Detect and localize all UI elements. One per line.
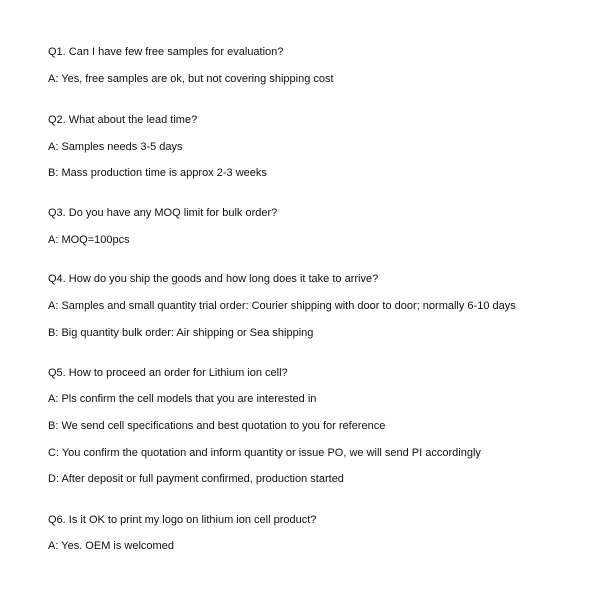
- faq-answer: B: Big quantity bulk order: Air shipping or Sea shipping: [48, 327, 314, 339]
- faq-answer: A: Samples needs 3-5 days: [48, 141, 183, 153]
- faq-answer: D: After deposit or full payment confirmed, production started: [48, 473, 344, 485]
- faq-question: Q5. How to proceed an order for Lithium ion cell?: [48, 367, 288, 379]
- faq-answer: A: MOQ=100pcs: [48, 234, 130, 246]
- faq-answer: A: Pls confirm the cell models that you are interested in: [48, 393, 317, 405]
- faq-answer: B: We send cell specifications and best quotation to you for reference: [48, 420, 386, 432]
- faq-question: Q2. What about the lead time?: [48, 114, 198, 126]
- faq-question: Q6. Is it OK to print my logo on lithium ion cell product?: [48, 514, 317, 526]
- faq-answer: C: You confirm the quotation and inform quantity or issue PO, we will send PI accordingly: [48, 447, 481, 459]
- faq-answer: B: Mass production time is approx 2-3 weeks: [48, 167, 267, 179]
- faq-question: Q3. Do you have any MOQ limit for bulk order?: [48, 207, 278, 219]
- faq-answer: A: Samples and small quantity trial order: Courier shipping with door to door; normally 6-10 days: [48, 300, 516, 312]
- faq-answer: A: Yes, free samples are ok, but not covering shipping cost: [48, 73, 334, 85]
- faq-question: Q1. Can I have few free samples for evaluation?: [48, 46, 284, 58]
- faq-question: Q4. How do you ship the goods and how long does it take to arrive?: [48, 273, 379, 285]
- faq-answer: A: Yes. OEM is welcomed: [48, 540, 174, 552]
